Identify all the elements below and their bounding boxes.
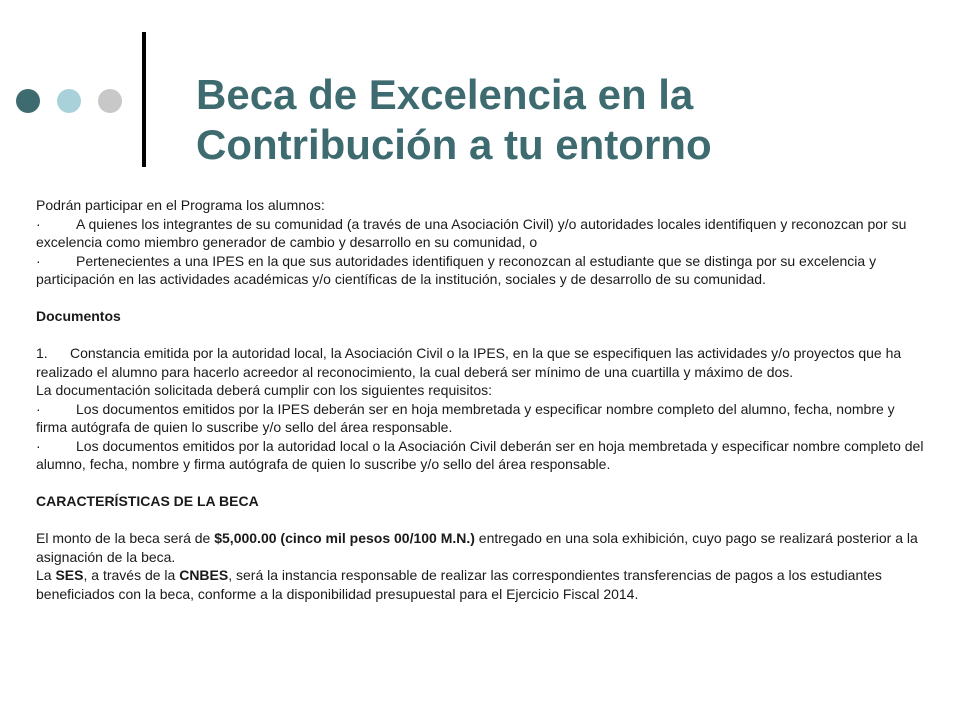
intro-text: Podrán participar en el Programa los alumnos: <box>36 197 325 213</box>
bullet-icon: · <box>36 252 41 269</box>
spacer <box>36 474 926 493</box>
requirement-item <box>36 400 926 437</box>
dark-dot-icon <box>16 89 40 113</box>
grey-dot-icon <box>98 89 122 113</box>
eligibility-item <box>36 215 926 252</box>
spacer <box>36 289 926 308</box>
document-item <box>36 344 926 381</box>
slide-body <box>36 196 926 603</box>
requirement-text: Los documentos emitidos por la autoridad local o la Asociación Civil deberán ser en hoja membretada y especificar nombre completo del alumno, fecha, nombre y firma autógrafa de quien lo suscribe y/o sello del área responsable. <box>36 437 924 472</box>
requirements-intro: La documentación solicitada deberá cumplir con los siguientes requisitos: <box>36 382 493 398</box>
characteristics-heading: CARACTERÍSTICAS DE LA BECA <box>36 493 259 509</box>
vertical-divider <box>142 32 146 167</box>
bullet-icon: · <box>36 400 41 417</box>
light-dot-icon <box>57 89 81 113</box>
bullet-icon: · <box>36 437 41 454</box>
document-item-text: Constancia emitida por la autoridad local, la Asociación Civil o la IPES, en la que se especifiquen las actividades y/o proyectos que ha realizado el alumno para hacerlo acreedor al reconocimiento, la cual deberá ser mínimo de una cuartilla y máximo de dos. <box>36 345 902 380</box>
eligibility-text: Pertenecientes a una IPES en la que sus autoridades identifiquen y reconozcan al estudiante que se distinga por su excelencia y participación en las actividades académicas y/o científicas de la institución, sociales y de desarrollo de su comunidad. <box>36 252 877 287</box>
documents-heading: Documentos <box>36 308 121 324</box>
amount-value: $5,000.00 (cinco mil pesos 00/100 M.N.) <box>214 530 475 546</box>
decorative-dots <box>16 89 126 113</box>
spacer <box>36 511 926 530</box>
title-line-2: Contribución a tu entorno <box>196 121 712 168</box>
title-line-1: Beca de Excelencia en la <box>196 71 694 118</box>
ses-acronym: SES <box>55 567 84 583</box>
cnbes-acronym: CNBES <box>179 567 229 583</box>
requirement-item <box>36 437 926 474</box>
spacer <box>36 326 926 345</box>
slide-title <box>196 70 936 170</box>
amount-paragraph: El monto de la beca será de $5,000.00 (cinco mil pesos 00/100 M.N.) entregado en una sola exhibición, cuyo pago se realizará posterior a la asignación de la beca. <box>36 530 918 565</box>
requirement-text: Los documentos emitidos por la IPES deberán ser en hoja membretada y especificar nombre completo del alumno, fecha, nombre y firma autógrafa de quien lo suscribe y/o sello del área responsable. <box>36 400 895 435</box>
eligibility-item <box>36 252 926 289</box>
ses-paragraph: La SES, a través de la CNBES, será la instancia responsable de realizar las correspondientes transferencias de pagos a los estudiantes beneficiados con la beca, conforme a la disponibilidad presupuestal para el Ejercicio Fiscal 2014. <box>36 567 882 602</box>
eligibility-text: A quienes los integrantes de su comunidad (a través de una Asociación Civil) y/o autoridades locales identifiquen y reconozcan por su excelencia como miembro generador de cambio y desarrollo en su comunidad, o <box>36 215 907 250</box>
item-number: 1. <box>36 345 48 361</box>
bullet-icon: · <box>36 215 41 232</box>
